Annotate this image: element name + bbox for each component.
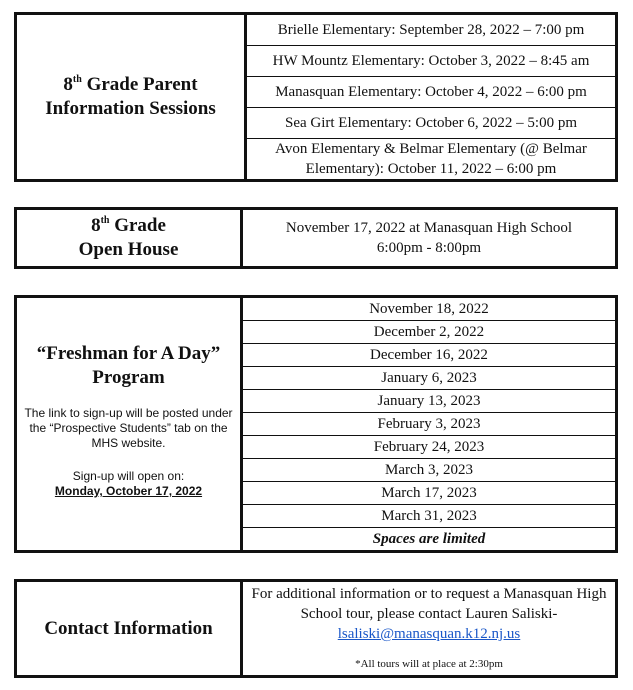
signup-date: Monday, October 17, 2022 bbox=[54, 484, 203, 498]
contact-details bbox=[243, 582, 615, 675]
tours-note: *All tours will at place at 2:30pm bbox=[355, 658, 503, 670]
grade-number: 8 bbox=[63, 74, 73, 95]
program-date: March 17, 2023 bbox=[243, 482, 615, 505]
heading-line1: “Freshman for A Day” bbox=[36, 343, 221, 364]
heading-line2: Program bbox=[92, 367, 165, 388]
program-date: November 18, 2022 bbox=[243, 298, 615, 321]
freshman-heading-cell bbox=[17, 298, 243, 550]
contact-heading-cell bbox=[17, 582, 243, 675]
open-house-heading bbox=[79, 214, 179, 262]
session-item: Sea Girt Elementary: October 6, 2022 – 5:00 pm bbox=[247, 108, 615, 139]
open-house-heading-cell bbox=[17, 210, 243, 266]
open-house-time: 6:00pm - 8:00pm bbox=[376, 240, 482, 256]
contact-heading: Contact Information bbox=[44, 617, 213, 639]
open-house-box bbox=[14, 207, 618, 269]
program-date: December 2, 2022 bbox=[243, 321, 615, 344]
program-date: February 3, 2023 bbox=[243, 413, 615, 436]
program-date: February 24, 2023 bbox=[243, 436, 615, 459]
open-house-date: November 17, 2022 at Manasquan High School bbox=[285, 220, 573, 236]
open-house-details-cell bbox=[243, 210, 615, 266]
signup-label: Sign-up will open on: bbox=[72, 469, 185, 483]
program-date: December 16, 2022 bbox=[243, 344, 615, 367]
program-date: March 3, 2023 bbox=[243, 459, 615, 482]
contact-text: For additional information or to request a Manasquan High School tour, please contact Lauren Saliski- bbox=[251, 586, 607, 622]
parent-sessions-heading-cell bbox=[17, 15, 247, 179]
open-house-details bbox=[243, 210, 615, 266]
session-item: Manasquan Elementary: October 4, 2022 – 6:00 pm bbox=[247, 77, 615, 108]
spaces-limited-note: Spaces are limited bbox=[372, 531, 486, 547]
contact-details-cell bbox=[243, 582, 615, 675]
parent-sessions-list bbox=[247, 15, 615, 179]
freshman-program-box bbox=[14, 295, 618, 553]
heading-line1: Grade bbox=[114, 215, 166, 236]
parent-sessions-box bbox=[14, 12, 618, 182]
freshman-heading bbox=[37, 342, 221, 390]
heading-line1: Grade Parent bbox=[86, 74, 198, 95]
program-date: January 6, 2023 bbox=[243, 367, 615, 390]
program-date: March 31, 2023 bbox=[243, 505, 615, 528]
session-item: HW Mountz Elementary: October 3, 2022 – 8:45 am bbox=[247, 46, 615, 77]
session-item: Brielle Elementary: September 28, 2022 – 7:00 pm bbox=[247, 15, 615, 46]
freshman-dates-list bbox=[243, 298, 615, 550]
session-item: Avon Elementary & Belmar Elementary (@ Belmar Elementary): October 11, 2022 – 6:00 pm bbox=[275, 141, 587, 177]
heading-line2: Open House bbox=[78, 239, 179, 260]
signup-link-note: The link to sign-up will be posted under the “Prospective Students” tab on the MHS website. bbox=[24, 406, 233, 450]
grade-number: 8 bbox=[91, 215, 101, 236]
contact-email-link[interactable]: lsaliski@manasquan.k12.nj.us bbox=[337, 626, 521, 642]
grade-suffix: th bbox=[100, 215, 110, 226]
parent-sessions-heading bbox=[45, 73, 216, 121]
program-date: January 13, 2023 bbox=[243, 390, 615, 413]
heading-line2: Information Sessions bbox=[45, 98, 216, 119]
grade-suffix: th bbox=[72, 74, 82, 85]
contact-box bbox=[14, 579, 618, 678]
